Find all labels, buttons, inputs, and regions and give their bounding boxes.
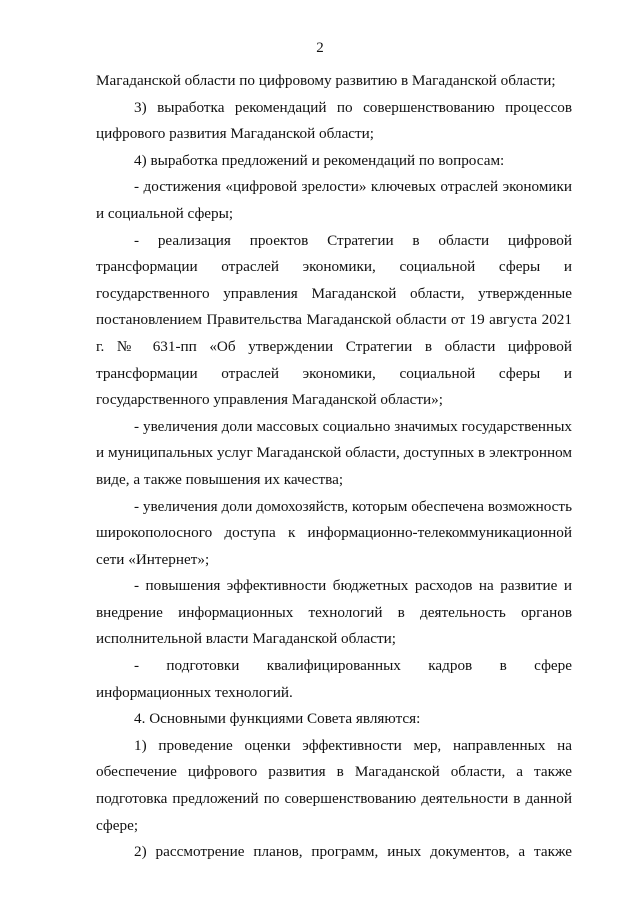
bullet-strategy-projects: - реализация проектов Стратегии в области цифровой трансформации отраслей экономики, социальной сферы и государственного управления Магаданской области, утвержденные постановлением Правительства Магаданской области от 19 августа 2021 г. № 631-пп «Об утверждении Стратегии в области цифровой трансформации отраслей экономики, социальной сферы и государственного управления Магаданской области»; <box>96 231 572 409</box>
page-number: 2 <box>316 40 324 56</box>
bullet-it-personnel: - подготовки квалифицированных кадров в сфере информационных технологий. <box>96 657 572 701</box>
document-body <box>96 68 572 866</box>
paragraph-section-4: 4. Основными функциями Совета являются: <box>134 710 421 728</box>
paragraph-continuation: Магаданской области по цифровому развитию в Магаданской области; <box>96 72 556 89</box>
bullet-digital-maturity: - достижения «цифровой зрелости» ключевых отраслей экономики и социальной сферы; <box>96 178 572 222</box>
bullet-broadband-access: - увеличения доли домохозяйств, которым обеспечена возможность широкополосного доступа к информационно-телекоммуникационной сети «Интернет»; <box>96 497 572 568</box>
paragraph-item-3: 3) выработка рекомендаций по совершенствованию процессов цифрового развития Магаданской области; <box>96 98 572 143</box>
paragraph-item-4: 4) выработка предложений и рекомендаций по вопросам: <box>134 151 505 169</box>
bullet-budget-efficiency: - повышения эффективности бюджетных расходов на развитие и внедрение информационных технологий в деятельность органов исполнительной власти Магаданской области; <box>96 577 572 648</box>
bullet-public-services: - увеличения доли массовых социально значимых государственных и муниципальных услуг Магаданской области, доступных в электронном виде, а также повышения их качества; <box>96 417 572 488</box>
function-item-2: 2) рассмотрение планов, программ, иных документов, а также <box>134 843 572 861</box>
function-item-1: 1) проведение оценки эффективности мер, направленных на обеспечение цифрового развития в Магаданской области, а также подготовка предложений по совершенствованию деятельности в данной сфере; <box>96 736 572 834</box>
